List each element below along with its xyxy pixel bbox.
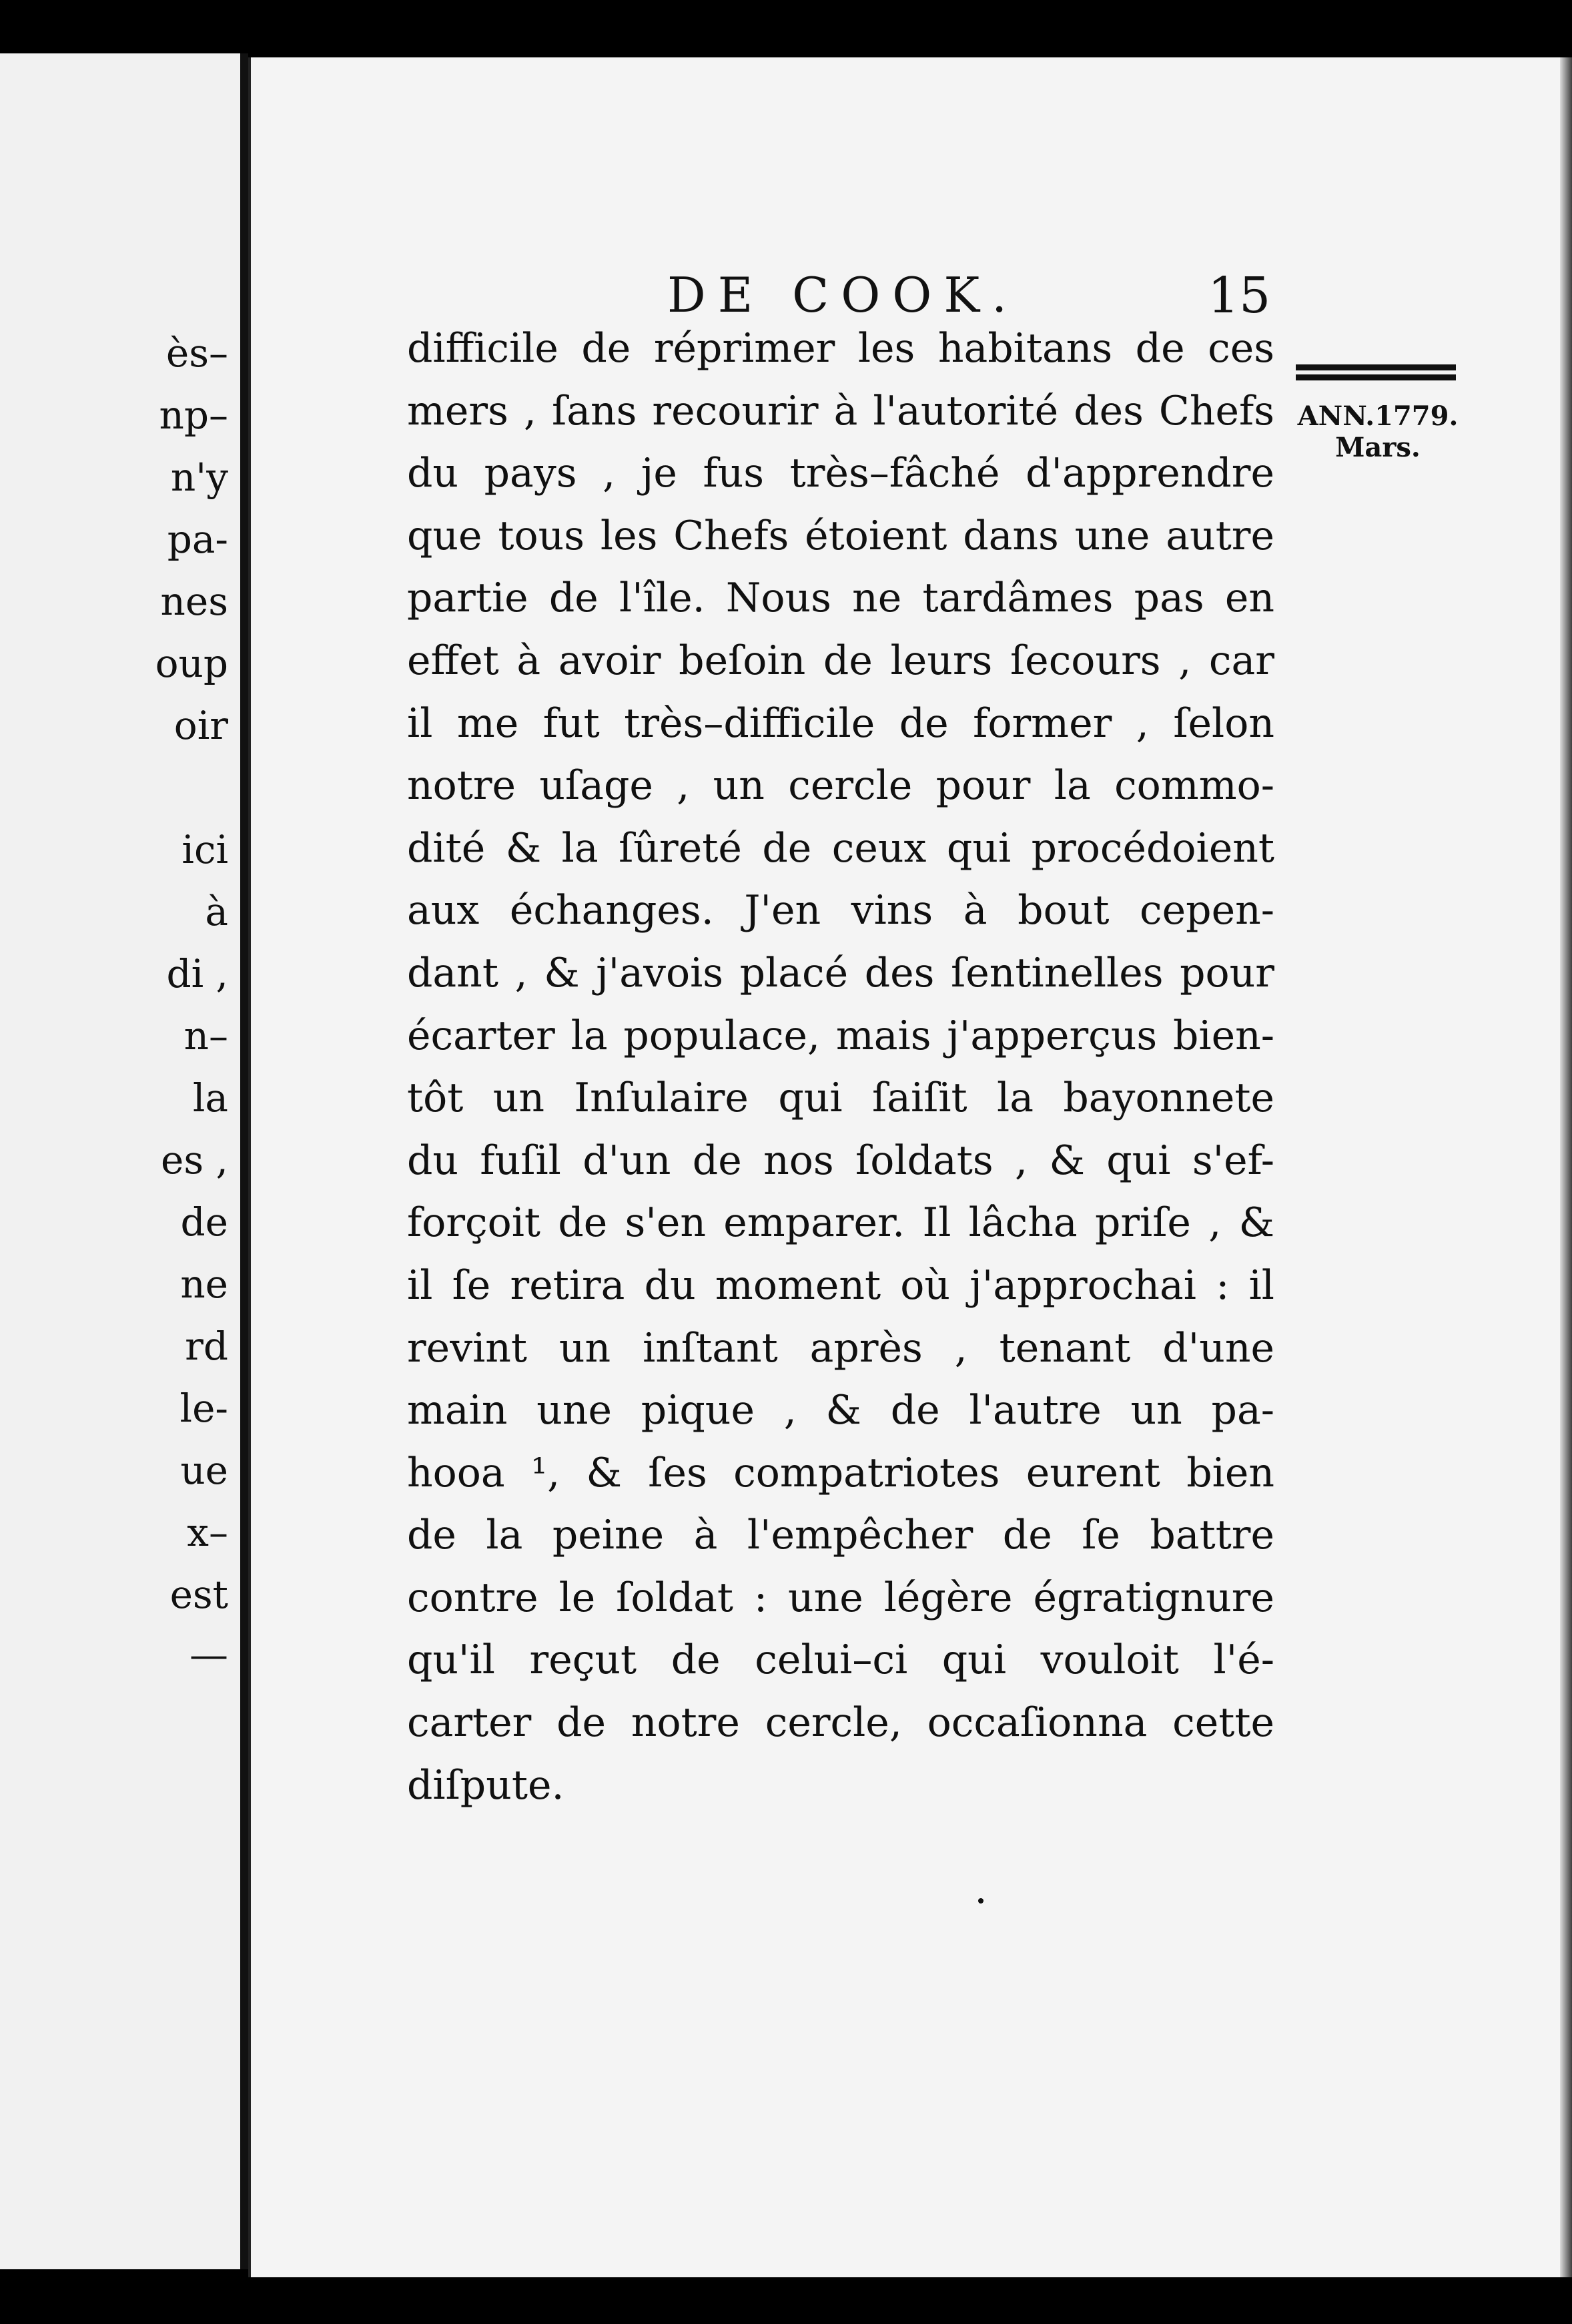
text-line: du fuſil d'un de nos ſoldats , & qui s'ef- — [407, 1137, 1274, 1184]
text-line: effet à avoir beſoin de leurs ſecours , car — [407, 637, 1274, 684]
rule-line — [1296, 364, 1456, 370]
text-line: il me fut très–difficile de former , ſelon — [407, 699, 1274, 747]
book-gutter — [240, 53, 248, 2269]
facing-line: le- — [179, 1386, 228, 1431]
facing-line: oup — [155, 641, 228, 686]
facing-line: n– — [183, 1013, 228, 1059]
facing-line: oir — [173, 703, 228, 748]
text-line: dant , & j'avois placé des ſentinelles pour — [407, 949, 1274, 996]
facing-line: — — [189, 1632, 228, 1677]
facing-line: ne — [180, 1261, 228, 1307]
text-line: aux échanges. J'en vins à bout cepen- — [407, 887, 1274, 934]
margin-month: Mars. — [1335, 432, 1421, 463]
text-line: du pays , je fus très–fâché d'apprendre — [407, 450, 1274, 497]
margin-year: ANN.1779. — [1297, 400, 1459, 432]
facing-line: de — [180, 1199, 228, 1245]
text-line: de la peine à l'empêcher de ſe battre — [407, 1512, 1274, 1559]
ink-speck — [978, 1898, 984, 1904]
facing-line: ue — [180, 1448, 228, 1493]
page-number: 15 — [1208, 267, 1271, 324]
text-line: écarter la populace, mais j'apperçus bien- — [407, 1012, 1274, 1059]
text-line: notre uſage , un cercle pour la commo- — [407, 762, 1274, 810]
facing-line: pa- — [167, 517, 228, 562]
text-line: difficile de réprimer les habitans de ces — [407, 325, 1274, 372]
rule-line — [1296, 374, 1456, 380]
facing-line: di , — [166, 951, 228, 996]
facing-line: n'y — [170, 455, 228, 500]
facing-line: ès– — [165, 330, 228, 376]
facing-line: est — [169, 1572, 228, 1617]
text-line: mers , ſans recourir à l'autorité des Chefs — [407, 387, 1274, 434]
body-text — [407, 318, 1274, 1817]
text-line: revint un inſtant après , tenant d'une — [407, 1324, 1274, 1372]
facing-line: à — [205, 889, 228, 934]
facing-line: es , — [161, 1137, 228, 1183]
text-line: forçoit de s'en emparer. Il lâcha priſe , & — [407, 1199, 1274, 1247]
text-line: que tous les Chefs étoient dans une autre — [407, 512, 1274, 559]
margin-note — [1291, 400, 1465, 463]
text-line: partie de l'île. Nous ne tardâmes pas en — [407, 575, 1274, 622]
facing-line: nes — [160, 579, 228, 624]
page-header — [667, 267, 1334, 324]
facing-line: rd — [185, 1324, 228, 1369]
facing-line: np– — [159, 392, 228, 438]
text-line: dité & la ſûreté de ceux qui procédoient — [407, 824, 1274, 872]
text-line: hooa ¹, & ſes compatriotes eurent bien — [407, 1449, 1274, 1496]
text-line: qu'il reçut de celui–ci qui vouloit l'é- — [407, 1637, 1274, 1684]
text-line: il ſe retira du moment où j'approchai : il — [407, 1261, 1274, 1309]
margin-rule — [1296, 364, 1456, 384]
facing-line: x– — [187, 1510, 228, 1555]
text-line: carter de notre cercle, occaſionna cette — [407, 1699, 1274, 1747]
text-line: diſpute. — [407, 1761, 564, 1809]
text-line: tôt un Inſulaire qui ſaiſit la bayonnete — [407, 1075, 1274, 1122]
text-line: main une pique , & de l'autre un pa- — [407, 1387, 1274, 1434]
facing-page-fragment — [0, 53, 242, 2269]
facing-line: ici — [181, 827, 228, 872]
facing-line: la — [192, 1075, 228, 1121]
running-head: DE COOK. — [667, 267, 1019, 323]
text-line: contre le ſoldat : une légère égratignure — [407, 1574, 1274, 1621]
